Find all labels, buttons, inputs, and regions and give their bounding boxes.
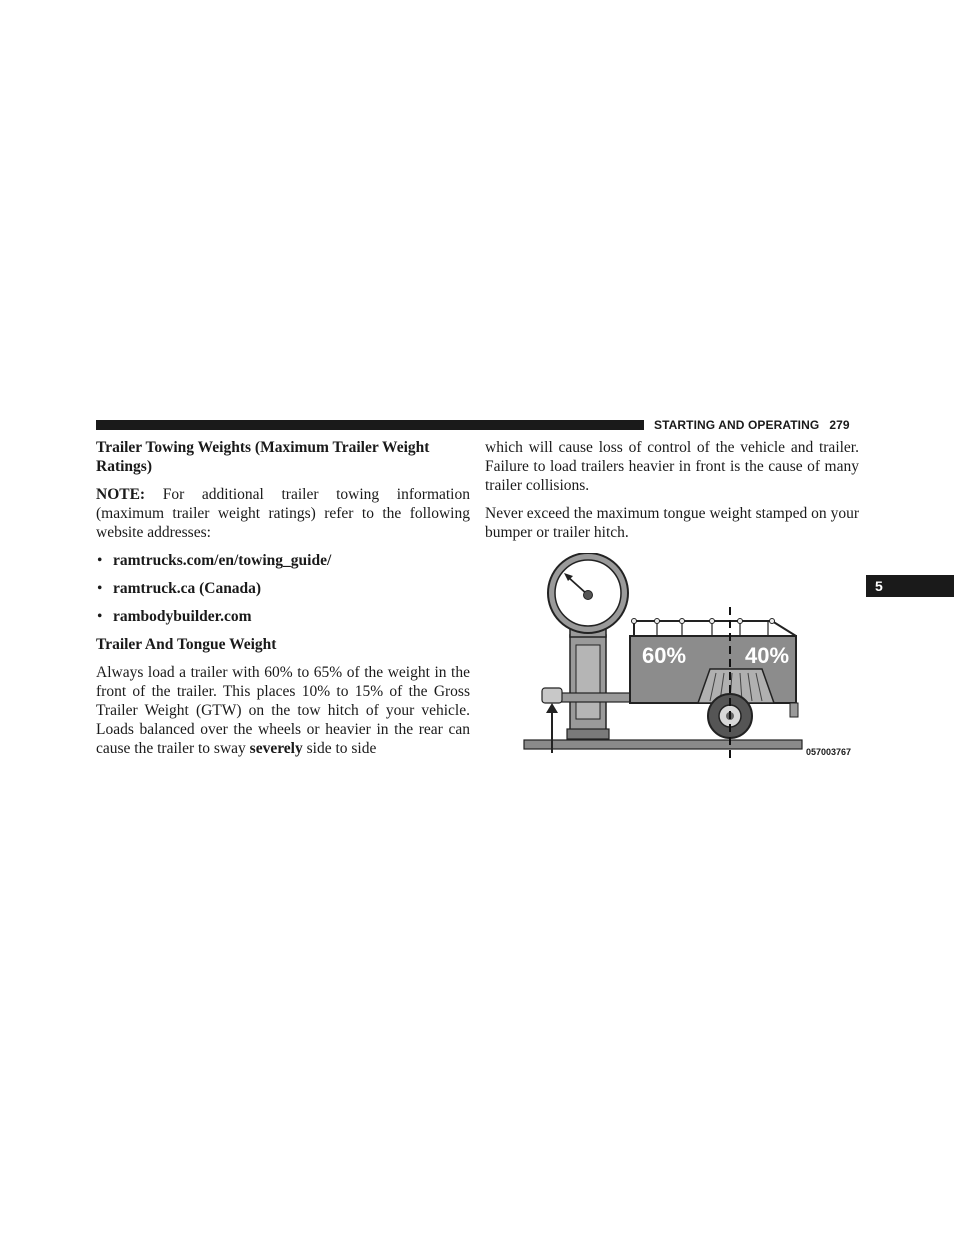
note-paragraph: [96, 485, 470, 542]
bullet-link-bodybuilder: • rambodybuilder.com: [96, 607, 470, 626]
rear-weight-percent: 40%: [745, 643, 790, 668]
right-paragraph-2: Never exceed the maximum tongue weight stamped on your bumper or trailer hitch.: [485, 505, 859, 541]
para-text: Always load a trailer with 60% to 65% of the weight in the front of the trailer. This places 10% to 15% of the Gross Trailer Weight (GTW) on the tow hitch of your vehicle. Loads balanced over the wheels or heavier in the rear can cause the trailer to sway: [96, 664, 470, 757]
trailer-tongue-weight-figure: [522, 553, 858, 759]
front-weight-percent: 60%: [642, 643, 687, 668]
para-bold-word: severely: [249, 740, 303, 757]
section-title: STARTING AND OPERATING: [654, 418, 820, 432]
right-paragraph-1: which will cause loss of control of the vehicle and trailer. Failure to load trailers heavier in front is the cause of many trailer collisions.: [485, 439, 859, 494]
arrow-head: [546, 703, 558, 713]
note-label: NOTE:: [96, 486, 146, 503]
heading-trailer-towing-weights: Trailer Towing Weights (Maximum Trailer Weight Ratings): [96, 439, 430, 475]
scale-base: [567, 729, 609, 739]
left-column: [96, 438, 470, 758]
right-column: [485, 438, 859, 542]
hitch-coupler: [542, 688, 562, 703]
gauge-pivot: [584, 591, 593, 600]
tongue-weight-paragraph: [96, 663, 470, 758]
header-rule: [96, 420, 644, 430]
chapter-tab: 5: [866, 575, 954, 597]
running-header: [654, 417, 858, 433]
heading-tongue-weight: Trailer And Tongue Weight: [96, 636, 277, 653]
bullet-link-canada: • ramtruck.ca (Canada): [96, 579, 470, 598]
ground-platform: [524, 740, 802, 749]
rear-bumper: [790, 703, 798, 717]
figure-id: 057003767: [806, 747, 852, 757]
trailer-tongue: [552, 693, 634, 702]
scale-post-panel: [576, 645, 600, 719]
para-end: side to side: [302, 740, 377, 757]
note-text: For additional trailer towing information (maximum trailer weight ratings) refer to the following website addresses:: [96, 486, 470, 541]
bullet-link-towing-guide: • ramtrucks.com/en/towing_guide/: [96, 551, 470, 570]
page-number: 279: [829, 418, 850, 432]
